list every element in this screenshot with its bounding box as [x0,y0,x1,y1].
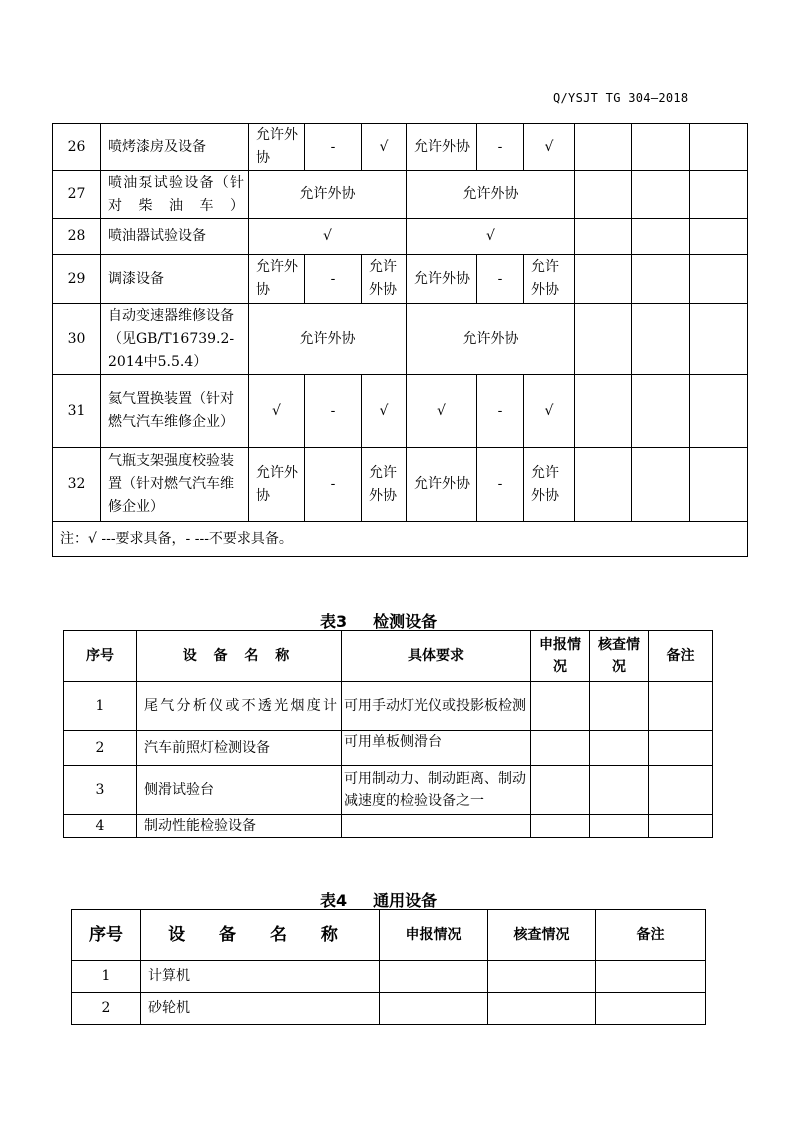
empty-cell [632,255,690,304]
equipment-name: 气瓶支架强度校验装置（针对燃气汽车维修企业） [101,448,249,522]
row-number: 31 [53,375,101,448]
row-number: 27 [53,171,101,219]
empty-cell [632,448,690,522]
empty-cell [531,731,590,766]
header-remark: 备注 [649,631,713,682]
merged-value: 允许外协 [407,304,575,375]
requirement: 可用手动灯光仪或投影板检测 [342,682,531,731]
equipment-name: 计算机 [141,961,380,993]
requirement: 可用单板侧滑台 [342,731,531,766]
row-number: 26 [53,124,101,171]
cell-value: 允许外协 [362,448,407,522]
cell-value: √ [249,375,305,448]
header-report: 申报情况 [380,910,488,961]
empty-cell [531,682,590,731]
table-header-row [64,631,713,682]
empty-cell [590,766,649,815]
cell-value: 允许外协 [407,255,477,304]
table-row [53,219,748,255]
requirement [342,815,531,838]
cell-value: - [477,375,524,448]
empty-cell [690,255,748,304]
empty-cell [649,682,713,731]
empty-cell [575,171,632,219]
requirement: 可用制动力、制动距离、制动减速度的检验设备之一 [342,766,531,815]
cell-value: 允许外协 [407,124,477,171]
empty-cell [690,124,748,171]
empty-cell [575,375,632,448]
row-number: 30 [53,304,101,375]
row-number: 4 [64,815,137,838]
table3-caption [320,609,437,632]
table-row [64,815,713,838]
empty-cell [575,255,632,304]
equipment-name: 制动性能检验设备 [137,815,342,838]
table-row [64,766,713,815]
merged-value: 允许外协 [249,171,407,219]
cell-value: - [305,255,362,304]
table3-caption-number: 表3 [320,612,348,631]
table-row [72,961,706,993]
equipment-name: 调漆设备 [101,255,249,304]
table-row [72,993,706,1025]
empty-cell [632,375,690,448]
table-row [53,304,748,375]
empty-cell [575,304,632,375]
empty-cell [690,304,748,375]
empty-cell [380,961,488,993]
empty-cell [575,219,632,255]
table-row [53,448,748,522]
table-row [53,171,748,219]
cell-value: √ [407,375,477,448]
empty-cell [649,731,713,766]
empty-cell [531,815,590,838]
equipment-name: 喷油器试验设备 [101,219,249,255]
header-requirement: 具体要求 [342,631,531,682]
table-row [64,682,713,731]
empty-cell [590,682,649,731]
empty-cell [649,815,713,838]
cell-value: 允许外协 [524,448,575,522]
cell-value: 允许外协 [524,255,575,304]
empty-cell [531,766,590,815]
cell-value: 允许外协 [249,255,305,304]
cell-value: - [305,124,362,171]
header-no: 序号 [72,910,141,961]
note-row [53,522,748,557]
cell-value: - [305,375,362,448]
header-no: 序号 [64,631,137,682]
empty-cell [690,448,748,522]
row-number: 32 [53,448,101,522]
empty-cell [590,815,649,838]
merged-value: √ [249,219,407,255]
equipment-name: 喷烤漆房及设备 [101,124,249,171]
cell-value: - [477,255,524,304]
empty-cell [632,219,690,255]
cell-value: 允许外协 [362,255,407,304]
empty-cell [488,993,596,1025]
header-remark: 备注 [596,910,706,961]
equipment-name: 侧滑试验台 [137,766,342,815]
empty-cell [596,961,706,993]
empty-cell [380,993,488,1025]
equipment-name: 氦气置换装置（针对燃气汽车维修企业） [101,375,249,448]
empty-cell [632,304,690,375]
equipment-name: 砂轮机 [141,993,380,1025]
empty-cell [575,448,632,522]
table3-caption-title: 检测设备 [373,612,438,631]
equipment-name: 喷油泵试验设备（针对柴油车） [101,171,249,219]
header-name: 设 备 名 称 [141,910,380,961]
table-row [53,375,748,448]
cell-value: 允许外协 [249,448,305,522]
cell-value: √ [524,375,575,448]
row-number: 2 [72,993,141,1025]
table4-caption-title: 通用设备 [373,891,438,910]
row-number: 2 [64,731,137,766]
empty-cell [649,766,713,815]
detection-equipment-table [63,630,713,838]
equipment-table-continued [52,123,748,557]
row-number: 1 [64,682,137,731]
empty-cell [690,375,748,448]
header-check: 核查情况 [488,910,596,961]
cell-value: √ [524,124,575,171]
row-number: 29 [53,255,101,304]
equipment-name: 自动变速器维修设备（见GB/T16739.2-2014中5.5.4） [101,304,249,375]
empty-cell [690,219,748,255]
equipment-name: 汽车前照灯检测设备 [137,731,342,766]
cell-value: - [305,448,362,522]
row-number: 3 [64,766,137,815]
cell-value: - [477,124,524,171]
table4-caption [320,888,437,911]
table4-caption-number: 表4 [320,891,348,910]
table-row [53,255,748,304]
merged-value: 允许外协 [407,171,575,219]
general-equipment-table [71,909,706,1025]
empty-cell [690,171,748,219]
table-note: 注：√ ---要求具备，- ---不要求具备。 [53,522,748,557]
cell-value: 允许外协 [407,448,477,522]
empty-cell [488,961,596,993]
cell-value: - [477,448,524,522]
empty-cell [575,124,632,171]
equipment-name: 尾气分析仪或不透光烟度计 [137,682,342,731]
cell-value: √ [362,375,407,448]
row-number: 28 [53,219,101,255]
header-report: 申报情况 [531,631,590,682]
empty-cell [632,171,690,219]
empty-cell [590,731,649,766]
header-check: 核查情况 [590,631,649,682]
cell-value: 允许外协 [249,124,305,171]
merged-value: 允许外协 [249,304,407,375]
table-row [64,731,713,766]
header-name: 设 备 名 称 [137,631,342,682]
table-row [53,124,748,171]
empty-cell [596,993,706,1025]
cell-value: √ [362,124,407,171]
merged-value: √ [407,219,575,255]
table-header-row [72,910,706,961]
empty-cell [632,124,690,171]
row-number: 1 [72,961,141,993]
document-code: Q/YSJT TG 304—2018 [553,91,689,105]
